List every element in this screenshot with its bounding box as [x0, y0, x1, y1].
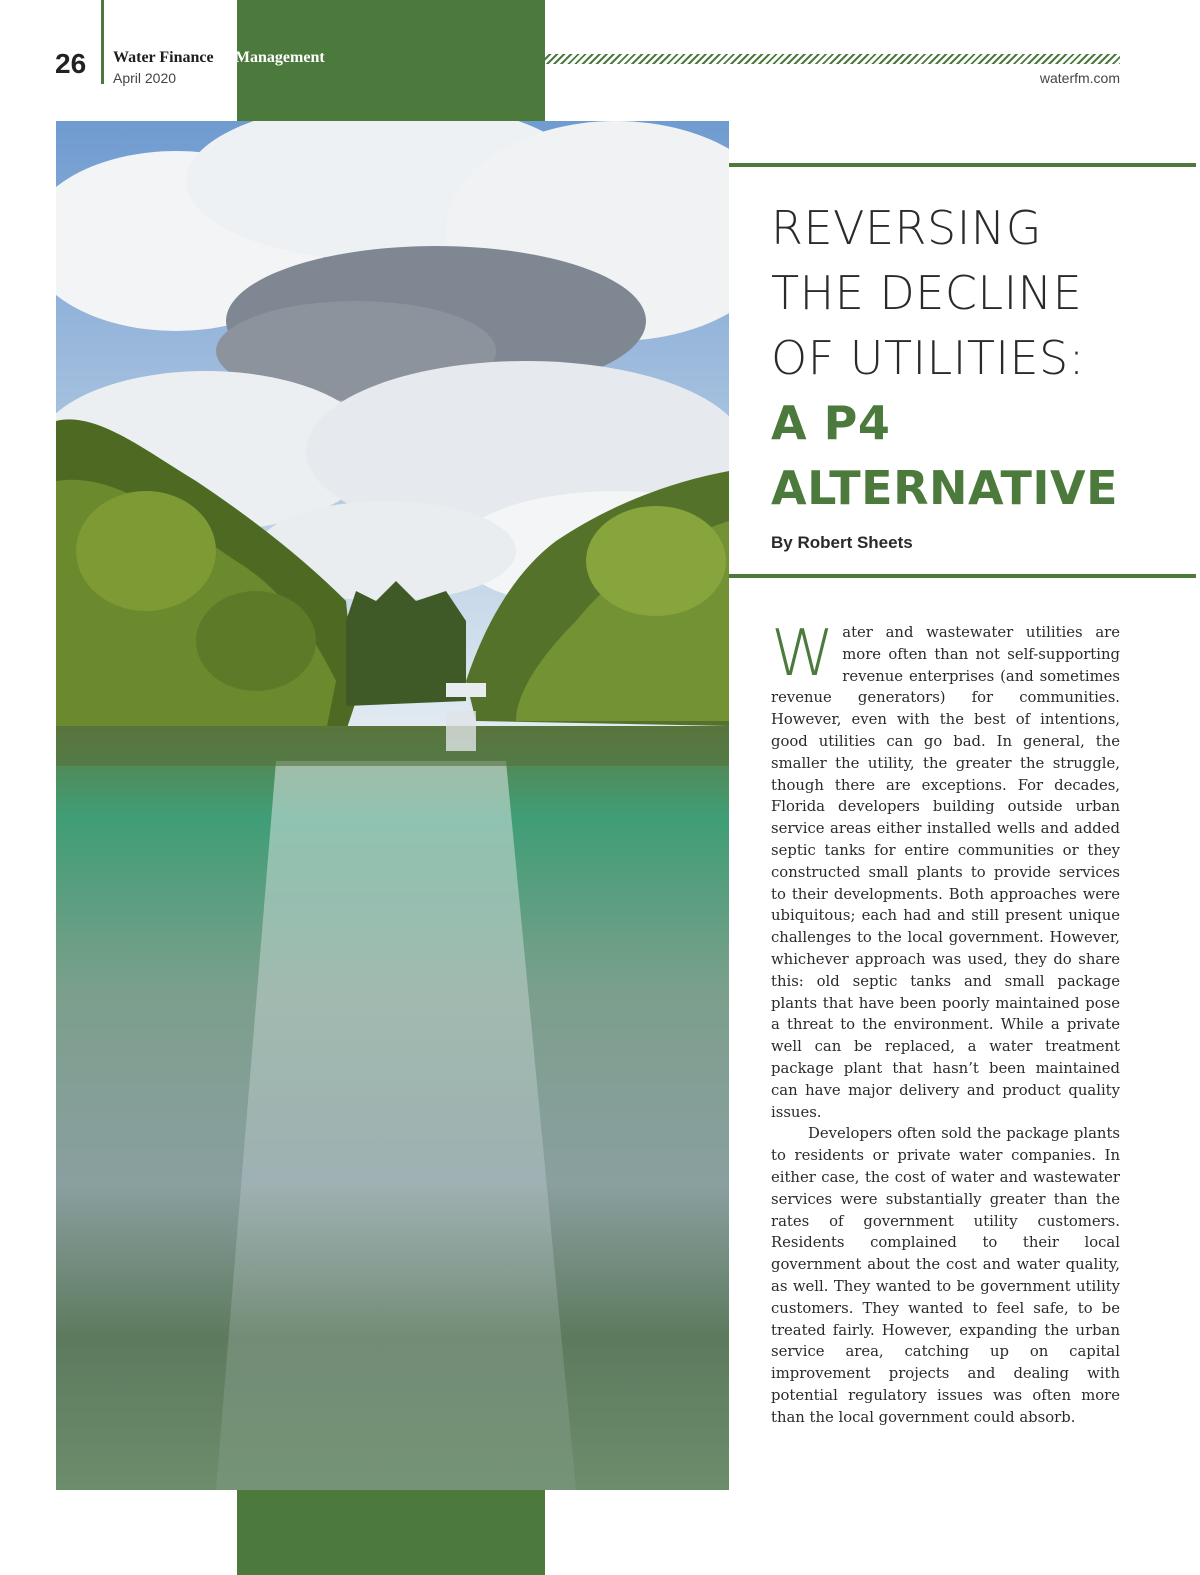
article-paragraph [771, 617, 1120, 1123]
publication-name-part: Water Finance [113, 49, 214, 66]
article-body [771, 617, 1120, 1428]
header-hatch-decoration [372, 54, 1120, 64]
title-line: OF UTILITIES: [771, 331, 1085, 385]
subtitle-line: A P4 [771, 396, 891, 450]
article-paragraph: Developers often sold the package plants to residents or private water companies. In either case, the cost of water and wastewater services were substantially greater than the rates of government utility customers. Residents complained to their local government about the cost and water quality, as well. They wanted to be government utility customers. They wanted to feel safe, to be treated fairly. However, expanding the urban service area, catching up on capital improvement projects and dealing with potential regulatory issues was often more than the local government could absorb. [771, 1125, 1120, 1426]
issue-date: April 2020 [113, 70, 177, 86]
publication-ampersand: & [217, 49, 231, 66]
publication-name [113, 49, 325, 67]
website-url: waterfm.com [1039, 70, 1120, 86]
drop-cap: W [771, 617, 835, 691]
title-top-rule [729, 163, 1196, 167]
header-divider [101, 0, 104, 84]
article-title [771, 196, 1191, 521]
publication-name-part: Management [234, 49, 325, 66]
title-bottom-rule [729, 574, 1196, 578]
page-number: 26 [55, 48, 87, 79]
green-band-bottom [237, 1490, 545, 1575]
title-line: REVERSING [771, 201, 1042, 255]
river-photo [56, 121, 729, 1490]
title-line: THE DECLINE [771, 266, 1083, 320]
subtitle-line: ALTERNATIVE [771, 461, 1119, 515]
byline: By Robert Sheets [771, 533, 913, 552]
paragraph-text: ater and wastewater utilities are more often than not self-supporting revenue enterprises (and sometimes revenue generators) for communities. However, even with the best of intentions, good utilities can go bad. In general, the smaller the utility, the greater the struggle, though there are exceptions. For decades, Florida developers building outside urban service areas either installed wells and added septic tanks for entire communities or they constructed small plants to provide services to their developments. Both approaches were ubiquitous; each had and still present unique challenges to the local government. However, whichever approach was used, they do share this: old septic tanks and small package plants that have been poorly maintained pose a threat to the environment. While a private well can be replaced, a water treatment package plant that hasn’t been maintained can have major delivery and product quality issues. [771, 624, 1120, 1121]
